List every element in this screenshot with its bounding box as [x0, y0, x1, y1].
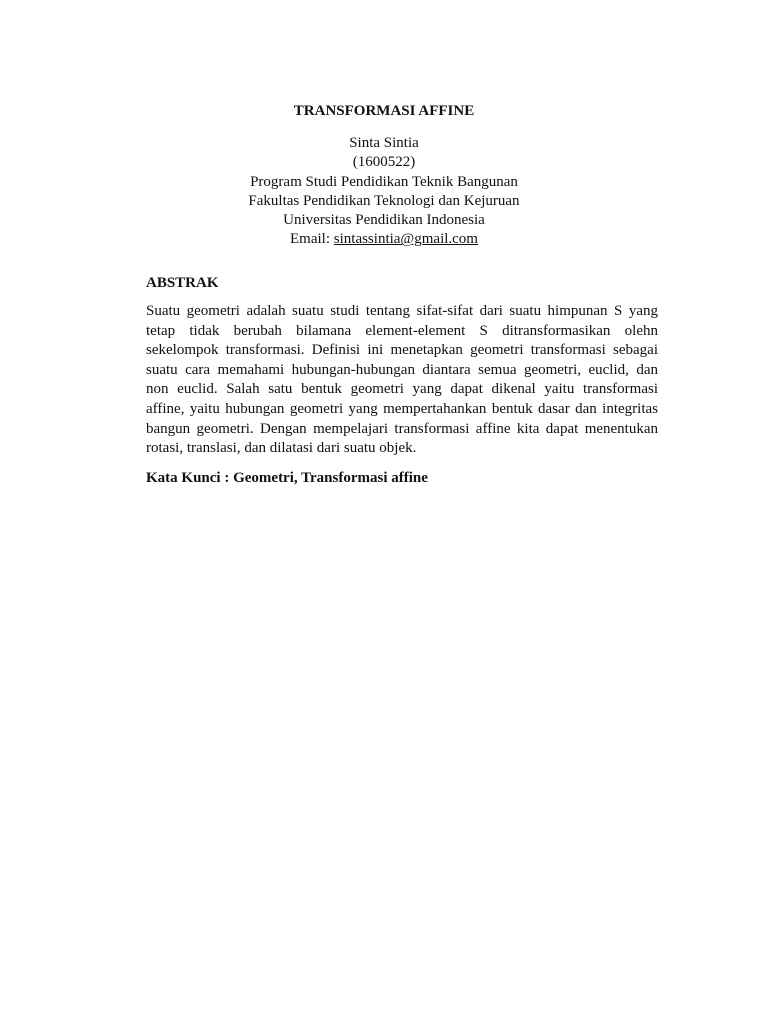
abstract-line: rotasi, translasi, dan dilatasi dari suatu objek.: [146, 440, 417, 457]
abstract-line: Suatu geometri adalah suatu studi tentang sifat-sifat dari suatu himpunan S yang: [146, 303, 658, 319]
email-line: [0, 230, 768, 249]
abstract-heading: ABSTRAK: [146, 275, 219, 291]
university: Universitas Pendidikan Indonesia: [283, 212, 485, 229]
abstract-line: tetap tidak berubah bilamana element-element S ditransformasikan olehn: [146, 322, 658, 339]
document-title: TRANSFORMASI AFFINE: [293, 103, 475, 119]
keywords: Kata Kunci : Geometri, Transformasi affine: [146, 470, 428, 486]
student-id: (1600522): [352, 154, 416, 171]
abstract-body: [146, 302, 658, 459]
author-name: Sinta Sintia: [349, 135, 419, 151]
abstract-line: non euclid. Salah satu bentuk geometri yang dapat dikenal yaitu transformasi: [146, 381, 658, 398]
author-block: [0, 134, 768, 250]
abstract-line: bangun geometri. Dengan mempelajari transformasi affine kita dapat menentukan: [146, 420, 658, 437]
abstract-line: sekelompok transformasi. Definisi ini menetapkan geometri transformasi sebagai: [146, 342, 658, 359]
faculty: Fakultas Pendidikan Teknologi dan Kejuruan: [248, 192, 520, 209]
abstract-line: affine, yaitu hubungan geometri yang mempertahankan bentuk dasar dan integritas: [146, 400, 658, 417]
email-label: Email:: [290, 231, 334, 248]
email-link[interactable]: sintassintia@gmail.com: [333, 231, 478, 248]
abstract-line: suatu cara memahami hubungan-hubungan diantara semua geometri, euclid, dan: [146, 361, 658, 378]
study-program: Program Studi Pendidikan Teknik Bangunan: [250, 173, 518, 190]
